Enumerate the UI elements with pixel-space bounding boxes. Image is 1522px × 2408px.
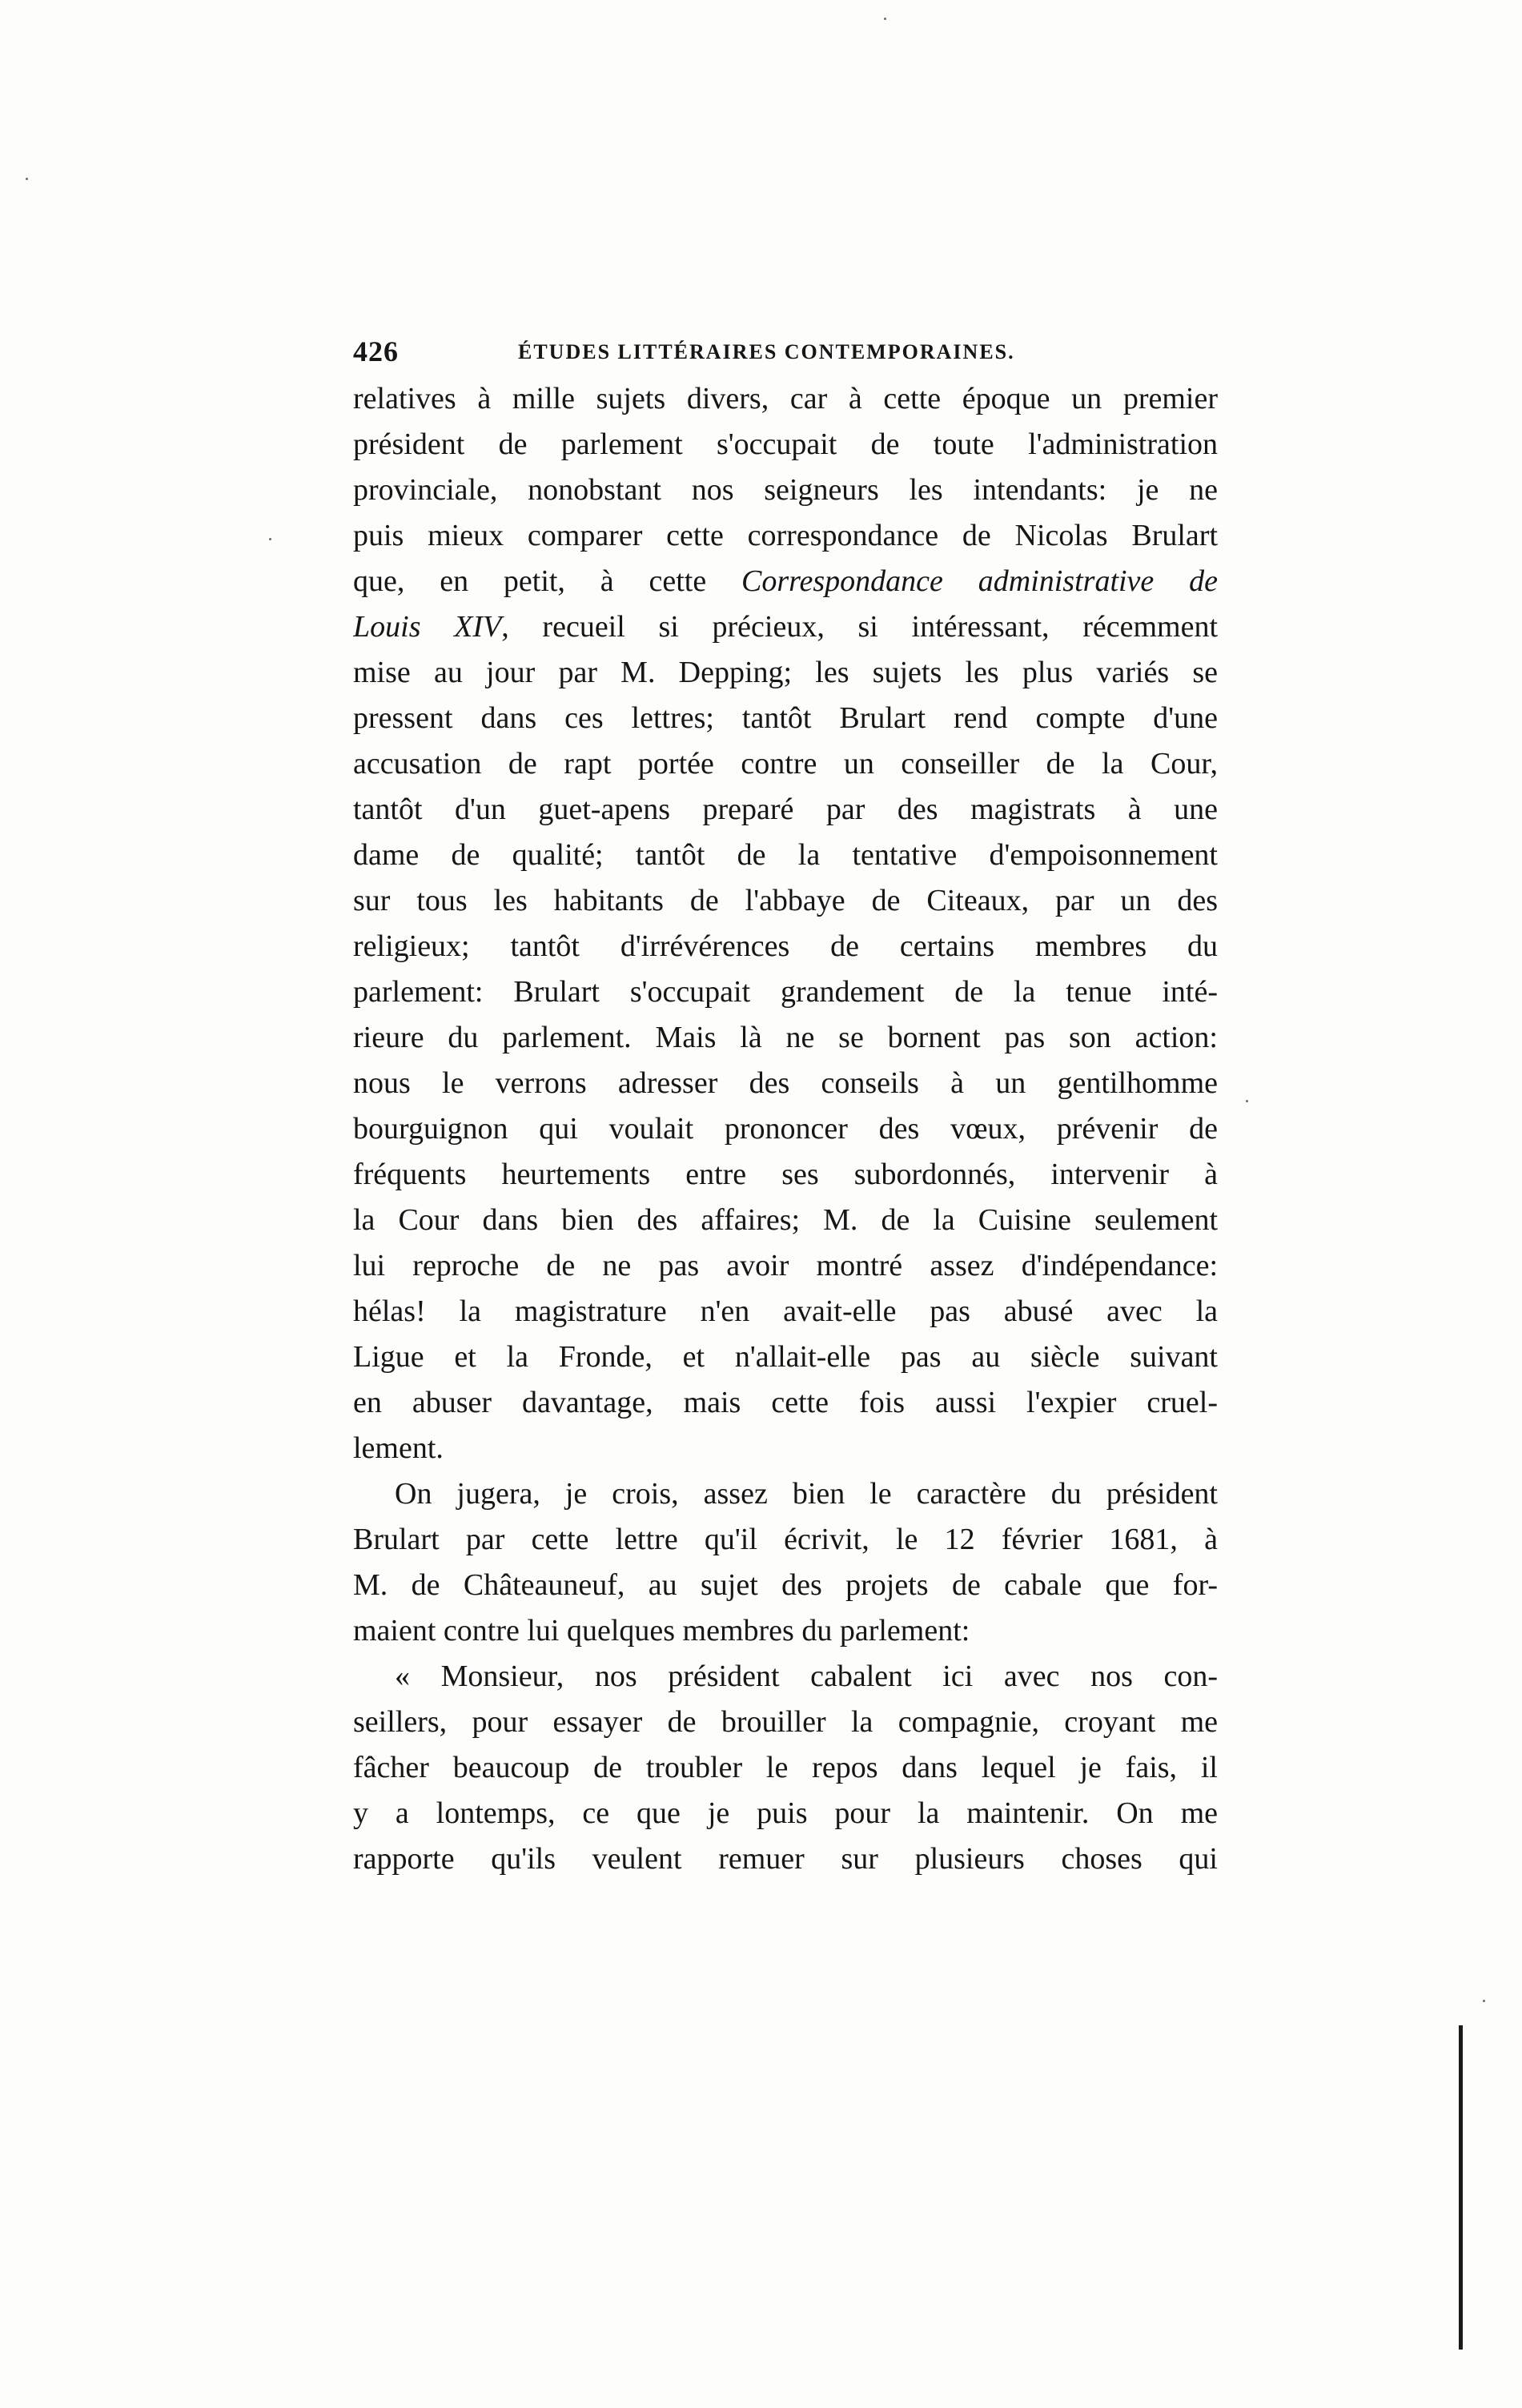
scan-speck — [269, 538, 271, 540]
text-line: accusation de rapt portée contre un conseiller de la Cour, — [353, 747, 1218, 781]
page-number: 426 — [353, 335, 399, 367]
text-line: en abuser davantage, mais cette fois aussi l'expier cruel- — [353, 1386, 1218, 1419]
text-line: seillers, pour essayer de brouiller la compagnie, croyant me — [353, 1705, 1218, 1739]
line-text: , recueil si précieux, si intéressant, récemment — [501, 610, 1218, 644]
line-text: que, en petit, à cette — [353, 564, 742, 598]
text-line: tantôt d'un guet-apens preparé par des magistrats à une — [353, 793, 1218, 826]
page-header — [353, 331, 1218, 371]
text-line: rapporte qu'ils veulent remuer sur plusieurs choses qui — [353, 1842, 1218, 1876]
text-line: parlement: Brulart s'occupait grandement de la tenue inté- — [353, 975, 1218, 1009]
text-line: Brulart par cette lettre qu'il écrivit, le 12 février 1681, à — [353, 1523, 1218, 1556]
scan-speck — [26, 178, 28, 180]
italic-title: Louis XIV — [353, 610, 502, 644]
text-line: bourguignon qui voulait prononcer des vœux, prévenir de — [353, 1112, 1218, 1146]
text-line — [353, 604, 1218, 650]
text-line: la Cour dans bien des affaires; M. de la Cuisine seulement — [353, 1203, 1218, 1237]
scan-speck — [1246, 1100, 1248, 1102]
running-title: ÉTUDES LITTÉRAIRES CONTEMPORAINES. — [518, 340, 1015, 363]
text-line: maient contre lui quelques membres du parlement: — [353, 1614, 970, 1647]
scan-edge-line — [1459, 2025, 1463, 2350]
text-line: lui reproche de ne pas avoir montré assez d'indépendance: — [353, 1249, 1218, 1282]
scan-speck — [1483, 2000, 1485, 2002]
text-line: puis mieux comparer cette correspondance de Nicolas Brulart — [353, 519, 1218, 552]
text-line: mise au jour par M. Depping; les sujets les plus variés se — [353, 656, 1218, 689]
text-line: dame de qualité; tantôt de la tentative d'empoisonnement — [353, 838, 1218, 872]
text-line: Ligue et la Fronde, et n'allait-elle pas au siècle suivant — [353, 1340, 1218, 1374]
text-line — [353, 559, 1218, 604]
text-line: relatives à mille sujets divers, car à cette époque un premier — [353, 382, 1218, 415]
quotation-start: « Monsieur, nos président cabalent ici avec nos con- — [395, 1660, 1218, 1693]
paragraph-start: On jugera, je crois, assez bien le caractère du président — [395, 1477, 1218, 1511]
text-line: rieure du parlement. Mais là ne se bornent pas son action: — [353, 1021, 1218, 1054]
text-line: sur tous les habitants de l'abbaye de Citeaux, par un des — [353, 884, 1218, 917]
text-line: M. de Châteauneuf, au sujet des projets de cabale que for- — [353, 1568, 1218, 1602]
text-line: y a lontemps, ce que je puis pour la maintenir. On me — [353, 1796, 1218, 1830]
text-line: hélas! la magistrature n'en avait-elle pas abusé avec la — [353, 1294, 1218, 1328]
text-line: nous le verrons adresser des conseils à un gentilhomme — [353, 1066, 1218, 1100]
italic-title: Correspondance administrative de — [741, 564, 1218, 598]
text-line: lement. — [353, 1431, 444, 1465]
text-line: fréquents heurtements entre ses subordonnés, intervenir à — [353, 1158, 1218, 1191]
text-line: religieux; tantôt d'irrévérences de certains membres du — [353, 929, 1218, 963]
body-text — [353, 376, 1218, 1882]
text-line: pressent dans ces lettres; tantôt Brulart rend compte d'une — [353, 701, 1218, 735]
text-line: provinciale, nonobstant nos seigneurs les intendants: je ne — [353, 473, 1218, 507]
text-line: fâcher beaucoup de troubler le repos dans lequel je fais, il — [353, 1751, 1218, 1784]
text-line: président de parlement s'occupait de toute l'administration — [353, 427, 1218, 461]
scan-speck — [884, 18, 886, 20]
